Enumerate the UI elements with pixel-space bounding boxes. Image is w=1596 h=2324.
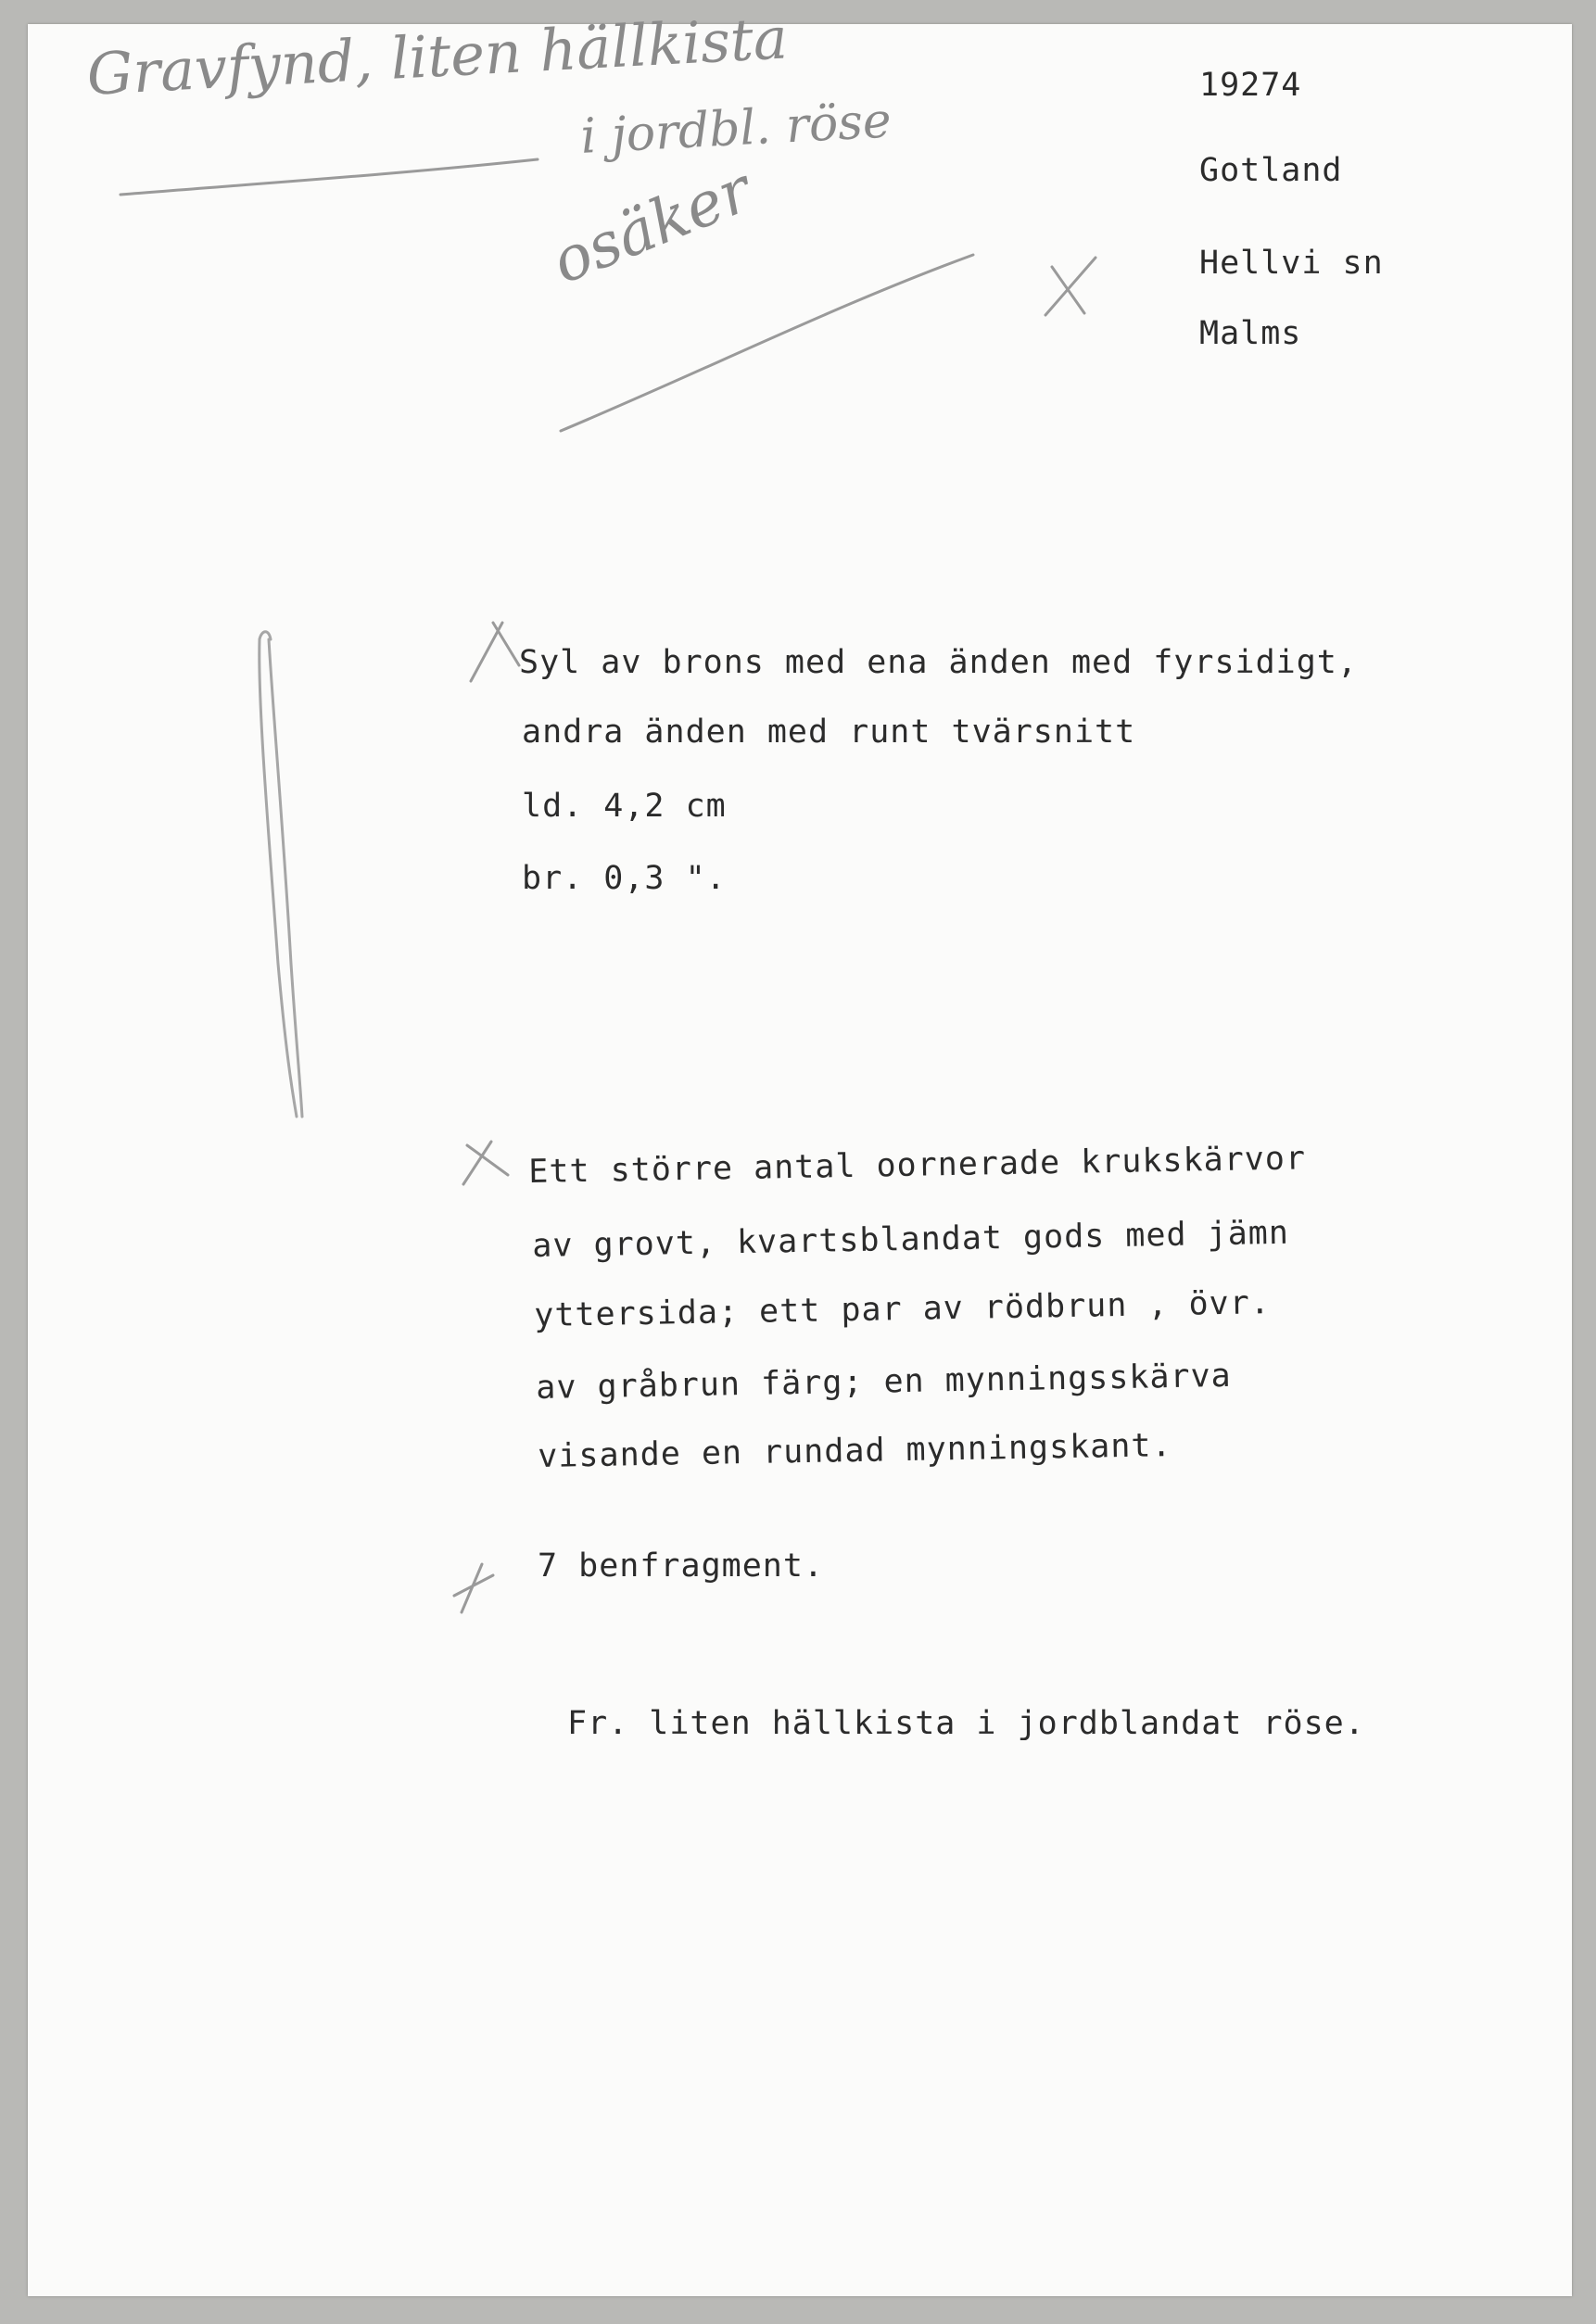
handwritten-note-line1: Gravfynd, liten hällkista <box>85 4 790 108</box>
item-line: av grovt, kvartsblandat gods med jämn <box>532 1214 1290 1265</box>
provenance-line: Fr. liten hällkista i jordblandat röse. <box>567 1705 1365 1742</box>
item-line: yttersida; ett par av rödbrun , övr. <box>534 1284 1272 1334</box>
parish: Hellvi sn <box>1199 245 1384 282</box>
item-line: andra änden med runt tvärsnitt <box>522 714 1136 751</box>
item-line: Syl av brons med ena änden med fyrsidigt, <box>519 644 1358 681</box>
item-line: visande en rundad mynningskant. <box>538 1427 1172 1475</box>
place: Malms <box>1199 315 1302 352</box>
catalog-number: 19274 <box>1199 67 1302 104</box>
item-line: 7 benfragment. <box>538 1547 825 1585</box>
item-line: br. 0,3 ". <box>522 860 727 897</box>
item-line: Ett större antal oornerade krukskärvor <box>528 1140 1307 1191</box>
item-line: ld. 4,2 cm <box>522 788 727 825</box>
item-line: av gråbrun färg; en mynningsskärva <box>536 1357 1233 1407</box>
handwritten-note-line3: osäker <box>542 154 762 298</box>
handwritten-note-line2: i jordbl. röse <box>579 93 893 165</box>
province: Gotland <box>1199 152 1343 189</box>
